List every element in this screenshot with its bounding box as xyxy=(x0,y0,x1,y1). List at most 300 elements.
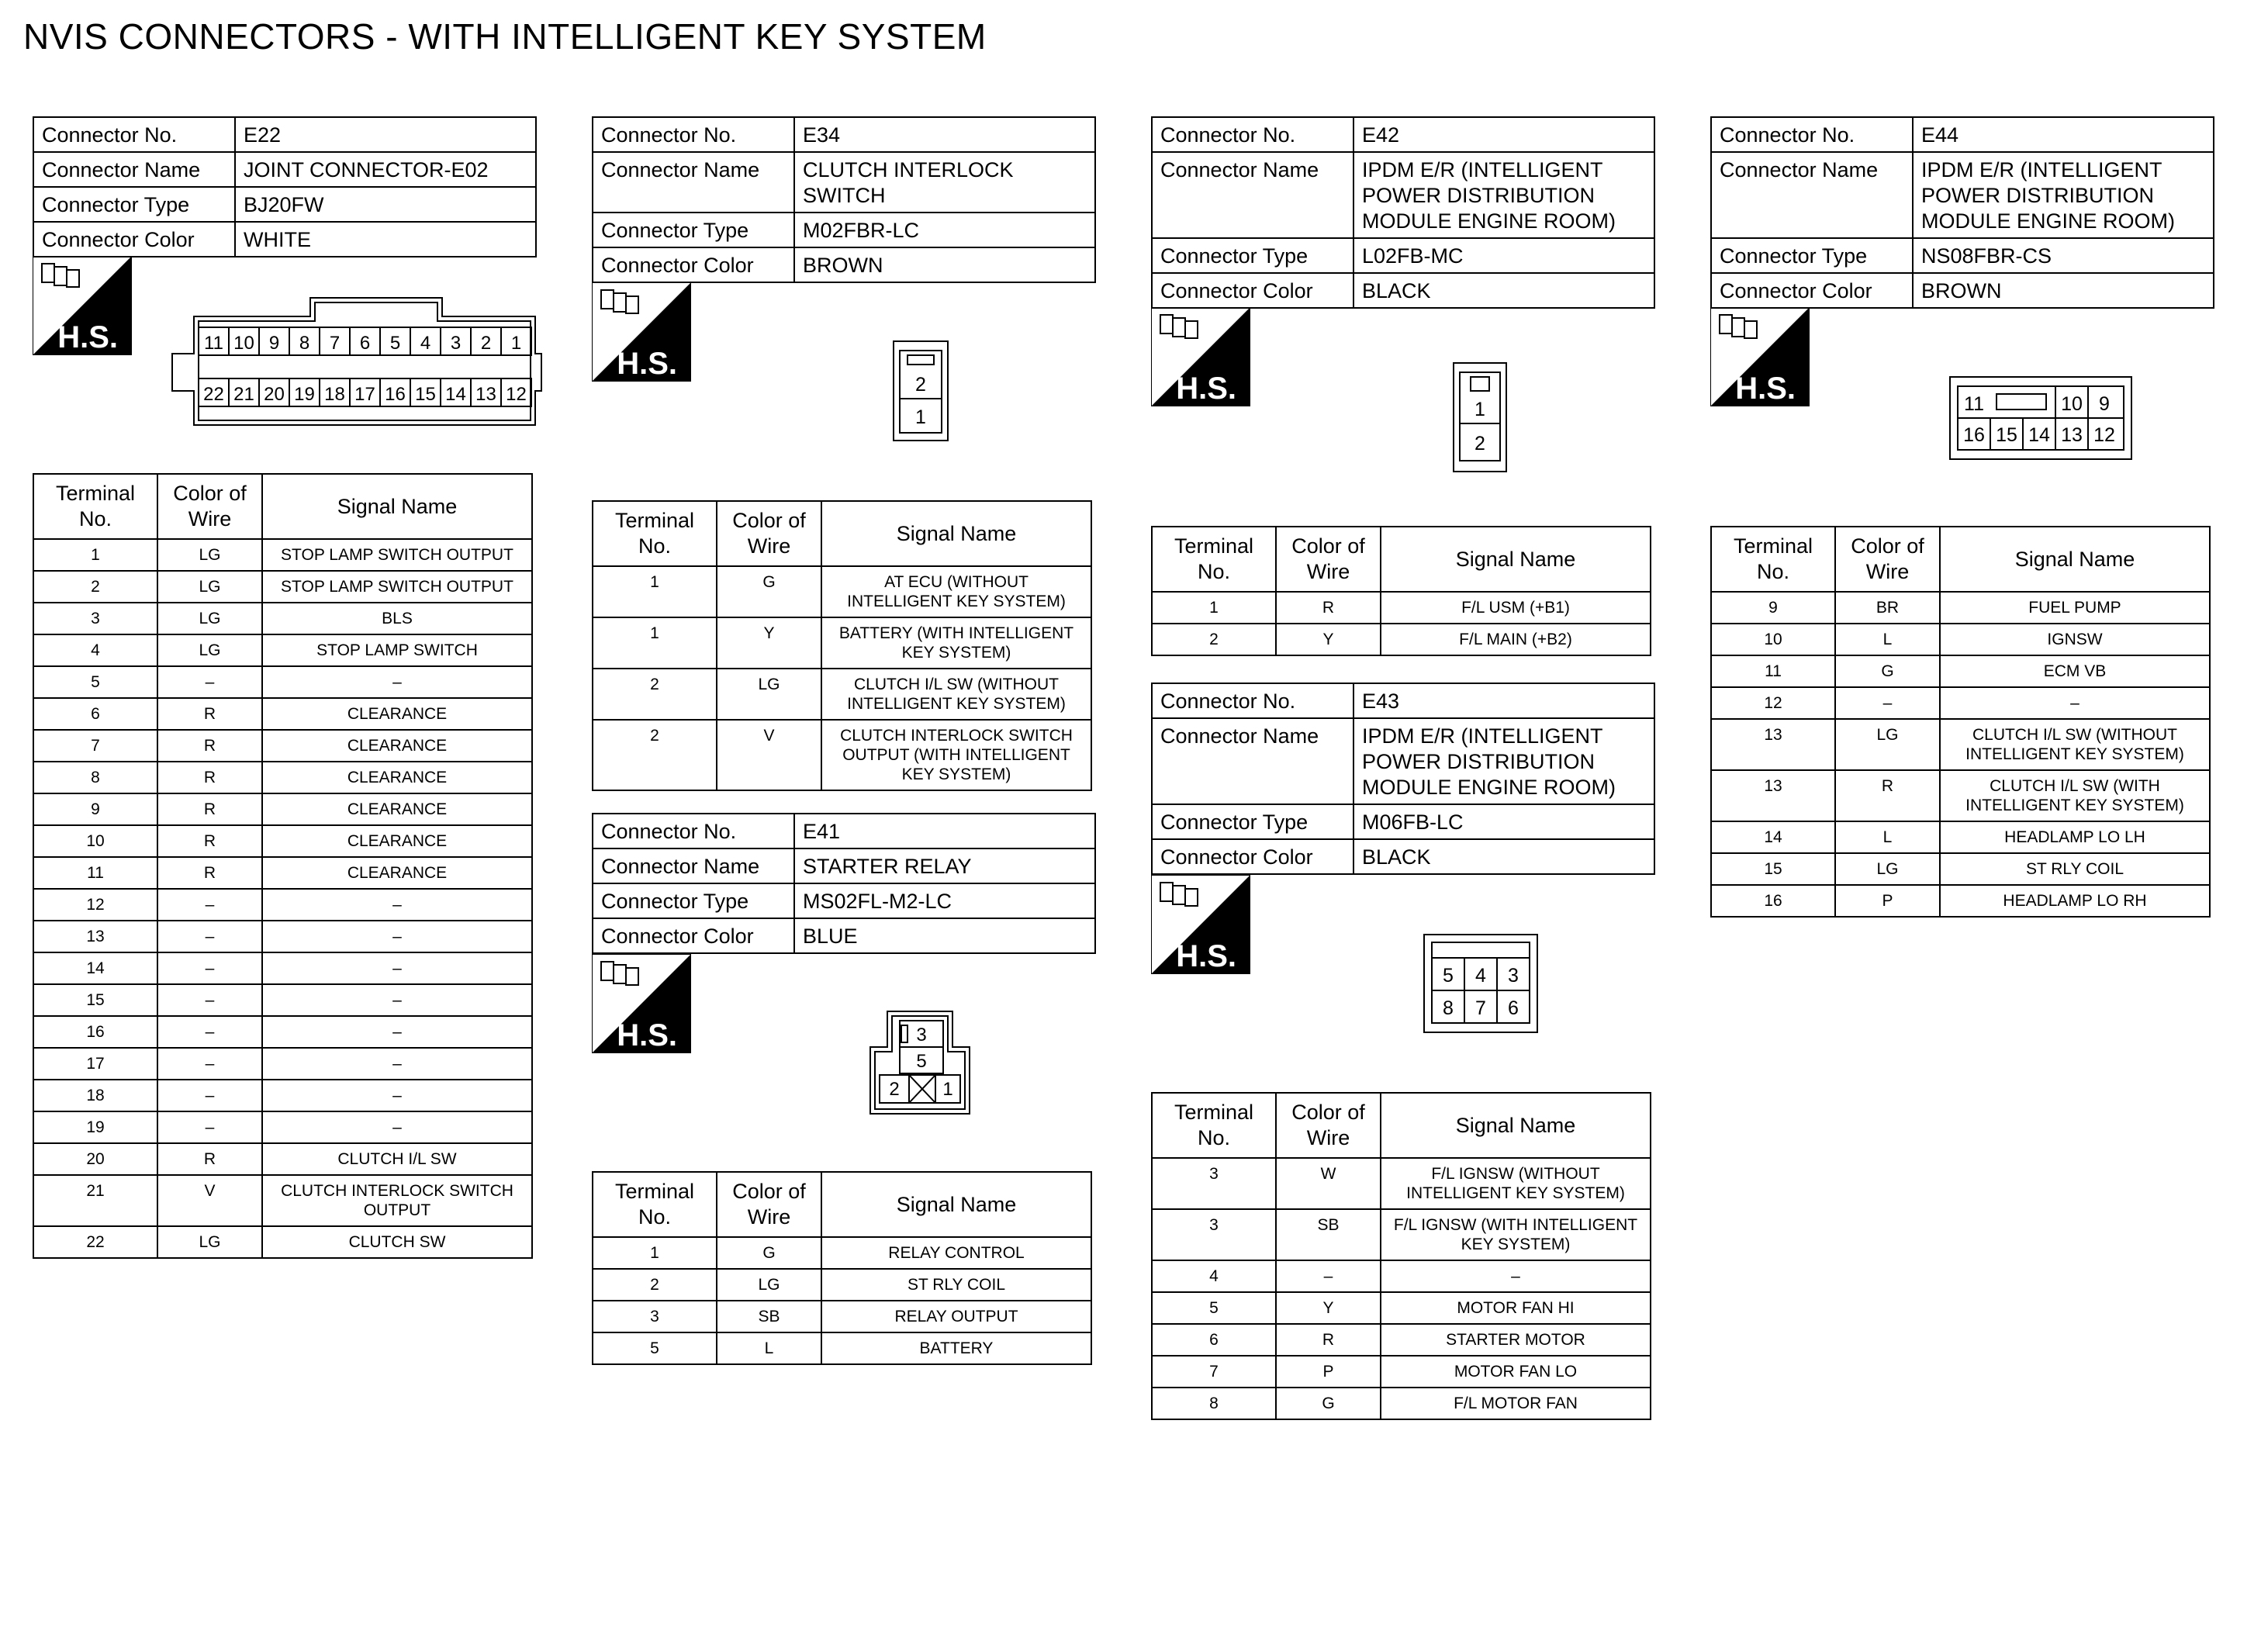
pin-label: 20 xyxy=(264,384,285,405)
signal-name-cell: MOTOR FAN LO xyxy=(1381,1356,1651,1388)
hs-label: H.S. xyxy=(617,1018,677,1052)
hs-icon xyxy=(1710,307,1810,406)
wire-color-cell: LG xyxy=(157,1226,262,1258)
page-title: NVIS CONNECTORS - WITH INTELLIGENT KEY SYSTEM xyxy=(23,16,987,57)
signal-name-cell: CLEARANCE xyxy=(262,698,532,730)
signal-name-cell: – xyxy=(262,889,532,921)
label-connector-no: Connector No. xyxy=(593,814,794,848)
terminal-no-cell: 6 xyxy=(33,698,157,730)
table-row xyxy=(1711,655,2210,687)
connector-face-e41 xyxy=(867,1008,976,1117)
header-signal-name: Signal Name xyxy=(1940,527,2210,592)
label-connector-no: Connector No. xyxy=(33,117,235,152)
pin-label: 11 xyxy=(204,333,223,354)
pin-label: 19 xyxy=(294,384,315,405)
connector-face-e43 xyxy=(1423,933,1540,1035)
header-color-of-wire: Color of Wire xyxy=(157,474,262,539)
signal-name-cell: AT ECU (WITHOUT INTELLIGENT KEY SYSTEM) xyxy=(821,566,1091,617)
label-connector-color: Connector Color xyxy=(33,222,235,257)
signal-name-cell: ST RLY COIL xyxy=(1940,853,2210,885)
terminal-no-cell: 15 xyxy=(33,984,157,1016)
header-color-of-wire: Color of Wire xyxy=(717,1172,821,1237)
wire-color-cell: – xyxy=(157,1111,262,1143)
table-row xyxy=(1711,719,2210,770)
label-connector-type: Connector Type xyxy=(1152,238,1353,273)
header-terminal-no: Terminal No. xyxy=(33,474,157,539)
wire-color-cell: G xyxy=(717,1237,821,1269)
connector-face-e34 xyxy=(892,340,951,444)
label-connector-type: Connector Type xyxy=(1152,804,1353,839)
signal-name-cell: STOP LAMP SWITCH xyxy=(262,634,532,666)
wire-color-cell: G xyxy=(1276,1388,1381,1419)
pin-label: 1 xyxy=(510,333,522,354)
header-signal-name: Signal Name xyxy=(1381,527,1651,592)
connector-no-value: E34 xyxy=(794,117,1095,152)
table-row xyxy=(1152,1324,1651,1356)
connector-name-value: STARTER RELAY xyxy=(794,848,1095,883)
table-row xyxy=(33,634,532,666)
terminal-no-cell: 14 xyxy=(33,952,157,984)
table-row xyxy=(33,1143,532,1175)
wire-color-cell: R xyxy=(157,1143,262,1175)
header-signal-name: Signal Name xyxy=(821,1172,1091,1237)
signal-name-cell: IGNSW xyxy=(1940,624,2210,655)
label-connector-no: Connector No. xyxy=(1711,117,1913,152)
connector-type-value: MS02FL-M2-LC xyxy=(794,883,1095,918)
connector-name-value: JOINT CONNECTOR-E02 xyxy=(235,152,536,187)
terminal-no-cell: 1 xyxy=(1152,592,1276,624)
header-terminal-no: Terminal No. xyxy=(1711,527,1835,592)
wire-table-e42 xyxy=(1151,526,1651,656)
pin-label: 8 xyxy=(299,333,310,354)
wire-color-cell: – xyxy=(157,984,262,1016)
wire-color-cell: R xyxy=(157,698,262,730)
label-connector-no: Connector No. xyxy=(1152,683,1353,718)
connector-face-e22 xyxy=(171,295,558,434)
connector-info-e22 xyxy=(33,116,537,257)
hs-label: H.S. xyxy=(1735,372,1796,406)
terminal-no-cell: 3 xyxy=(593,1301,717,1332)
table-row xyxy=(33,1048,532,1080)
wire-color-cell: R xyxy=(1276,1324,1381,1356)
label-connector-type: Connector Type xyxy=(1711,238,1913,273)
wire-color-cell: Y xyxy=(717,617,821,669)
table-row xyxy=(1152,1356,1651,1388)
table-row xyxy=(1711,821,2210,853)
pin-label: 3 xyxy=(916,1025,927,1045)
table-row xyxy=(1152,1292,1651,1324)
connector-color-value: WHITE xyxy=(235,222,536,257)
table-row xyxy=(1152,1388,1651,1419)
terminal-no-cell: 1 xyxy=(593,1237,717,1269)
connector-no-value: E41 xyxy=(794,814,1095,848)
wire-color-cell: LG xyxy=(1835,853,1940,885)
wire-color-cell: G xyxy=(1835,655,1940,687)
terminal-no-cell: 2 xyxy=(593,669,717,720)
signal-name-cell: CLUTCH I/L SW (WITHOUT INTELLIGENT KEY SYSTEM) xyxy=(821,669,1091,720)
pin-label: 12 xyxy=(506,384,527,405)
table-row xyxy=(593,720,1091,790)
label-connector-name: Connector Name xyxy=(33,152,235,187)
signal-name-cell: – xyxy=(262,1080,532,1111)
pin-label: 18 xyxy=(324,384,345,405)
wire-color-cell: V xyxy=(717,720,821,790)
wire-color-cell: R xyxy=(157,793,262,825)
connector-name-value: IPDM E/R (INTELLIGENT POWER DISTRIBUTION MODULE ENGINE ROOM) xyxy=(1353,718,1654,804)
wire-color-cell: Y xyxy=(1276,624,1381,655)
header-color-of-wire: Color of Wire xyxy=(1835,527,1940,592)
wire-color-cell: LG xyxy=(157,571,262,603)
connector-color-value: BROWN xyxy=(1913,273,2214,308)
connector-type-value: M02FBR-LC xyxy=(794,213,1095,247)
wire-color-cell: SB xyxy=(1276,1209,1381,1260)
terminal-no-cell: 12 xyxy=(1711,687,1835,719)
table-row xyxy=(33,793,532,825)
header-signal-name: Signal Name xyxy=(821,501,1091,566)
pin-label: 12 xyxy=(2093,424,2115,446)
label-connector-no: Connector No. xyxy=(1152,117,1353,152)
table-row xyxy=(1711,592,2210,624)
terminal-no-cell: 4 xyxy=(33,634,157,666)
pin-label: 2 xyxy=(1474,433,1485,454)
table-row xyxy=(593,1301,1091,1332)
terminal-no-cell: 2 xyxy=(593,720,717,790)
connector-no-value: E43 xyxy=(1353,683,1654,718)
table-row xyxy=(33,1226,532,1258)
terminal-no-cell: 14 xyxy=(1711,821,1835,853)
connector-face-e42 xyxy=(1452,361,1511,475)
pin-label: 10 xyxy=(233,333,254,354)
label-connector-color: Connector Color xyxy=(1152,839,1353,874)
terminal-no-cell: 10 xyxy=(33,825,157,857)
signal-name-cell: F/L MOTOR FAN xyxy=(1381,1388,1651,1419)
wire-color-cell: L xyxy=(717,1332,821,1364)
wire-color-cell: W xyxy=(1276,1158,1381,1209)
terminal-no-cell: 5 xyxy=(593,1332,717,1364)
wire-color-cell: V xyxy=(157,1175,262,1226)
signal-name-cell: BATTERY (WITH INTELLIGENT KEY SYSTEM) xyxy=(821,617,1091,669)
terminal-no-cell: 1 xyxy=(33,539,157,571)
signal-name-cell: – xyxy=(262,666,532,698)
signal-name-cell: CLUTCH I/L SW (WITHOUT INTELLIGENT KEY SYSTEM) xyxy=(1940,719,2210,770)
pin-label: 5 xyxy=(389,333,401,354)
pin-label: 17 xyxy=(354,384,375,405)
signal-name-cell: MOTOR FAN HI xyxy=(1381,1292,1651,1324)
signal-name-cell: STOP LAMP SWITCH OUTPUT xyxy=(262,539,532,571)
terminal-no-cell: 16 xyxy=(33,1016,157,1048)
connector-type-value: L02FB-MC xyxy=(1353,238,1654,273)
hs-icon xyxy=(1151,875,1250,974)
hs-label: H.S. xyxy=(617,347,677,381)
hs-label: H.S. xyxy=(1176,372,1236,406)
table-row xyxy=(593,566,1091,617)
pin-label: 16 xyxy=(385,384,406,405)
pin-label: 14 xyxy=(445,384,466,405)
signal-name-cell: CLUTCH I/L SW (WITH INTELLIGENT KEY SYSTEM) xyxy=(1940,770,2210,821)
pin-label: 5 xyxy=(1443,965,1454,987)
terminal-no-cell: 10 xyxy=(1711,624,1835,655)
terminal-no-cell: 13 xyxy=(33,921,157,952)
table-row xyxy=(593,1237,1091,1269)
label-connector-color: Connector Color xyxy=(1711,273,1913,308)
label-connector-color: Connector Color xyxy=(1152,273,1353,308)
signal-name-cell: CLEARANCE xyxy=(262,825,532,857)
signal-name-cell: HEADLAMP LO RH xyxy=(1940,885,2210,917)
terminal-no-cell: 13 xyxy=(1711,719,1835,770)
signal-name-cell: BLS xyxy=(262,603,532,634)
terminal-no-cell: 12 xyxy=(33,889,157,921)
signal-name-cell: RELAY CONTROL xyxy=(821,1237,1091,1269)
terminal-no-cell: 5 xyxy=(33,666,157,698)
pin-label: 13 xyxy=(2061,424,2083,446)
wire-table-e44 xyxy=(1710,526,2211,918)
signal-name-cell: BATTERY xyxy=(821,1332,1091,1364)
signal-name-cell: HEADLAMP LO LH xyxy=(1940,821,2210,853)
label-connector-name: Connector Name xyxy=(1152,718,1353,804)
wire-color-cell: R xyxy=(157,730,262,762)
connector-info-e43 xyxy=(1151,683,1655,875)
connector-type-value: NS08FBR-CS xyxy=(1913,238,2214,273)
table-row xyxy=(33,1080,532,1111)
table-row xyxy=(33,603,532,634)
connector-name-value: CLUTCH INTERLOCK SWITCH xyxy=(794,152,1095,213)
label-connector-color: Connector Color xyxy=(593,918,794,953)
wire-color-cell: – xyxy=(157,666,262,698)
wire-color-cell: – xyxy=(157,1016,262,1048)
table-row xyxy=(1711,687,2210,719)
connector-type-value: BJ20FW xyxy=(235,187,536,222)
pin-label: 2 xyxy=(480,333,492,354)
terminal-no-cell: 21 xyxy=(33,1175,157,1226)
wire-color-cell: LG xyxy=(717,669,821,720)
header-color-of-wire: Color of Wire xyxy=(717,501,821,566)
pin-label: 1 xyxy=(915,406,926,428)
wire-color-cell: LG xyxy=(717,1269,821,1301)
table-row xyxy=(1152,592,1651,624)
table-row xyxy=(33,1175,532,1226)
table-row xyxy=(1152,1209,1651,1260)
terminal-no-cell: 4 xyxy=(1152,1260,1276,1292)
table-row xyxy=(33,539,532,571)
wire-color-cell: SB xyxy=(717,1301,821,1332)
wire-color-cell: – xyxy=(157,921,262,952)
wire-color-cell: – xyxy=(157,1080,262,1111)
wire-table-e43 xyxy=(1151,1092,1651,1420)
signal-name-cell: – xyxy=(262,921,532,952)
wire-color-cell: Y xyxy=(1276,1292,1381,1324)
wire-color-cell: G xyxy=(717,566,821,617)
terminal-no-cell: 20 xyxy=(33,1143,157,1175)
terminal-no-cell: 22 xyxy=(33,1226,157,1258)
wire-color-cell: R xyxy=(1276,592,1381,624)
wire-color-cell: LG xyxy=(157,539,262,571)
table-row xyxy=(33,762,532,793)
signal-name-cell: CLEARANCE xyxy=(262,762,532,793)
terminal-no-cell: 1 xyxy=(593,566,717,617)
connector-no-value: E42 xyxy=(1353,117,1654,152)
signal-name-cell: CLUTCH SW xyxy=(262,1226,532,1258)
connector-name-value: IPDM E/R (INTELLIGENT POWER DISTRIBUTION MODULE ENGINE ROOM) xyxy=(1353,152,1654,238)
table-row xyxy=(1711,770,2210,821)
terminal-no-cell: 7 xyxy=(33,730,157,762)
table-row xyxy=(33,889,532,921)
table-row xyxy=(33,1111,532,1143)
pin-label: 4 xyxy=(420,333,431,354)
pin-label: 3 xyxy=(1508,965,1519,987)
signal-name-cell: – xyxy=(1381,1260,1651,1292)
terminal-no-cell: 17 xyxy=(33,1048,157,1080)
signal-name-cell: CLEARANCE xyxy=(262,857,532,889)
terminal-no-cell: 3 xyxy=(33,603,157,634)
terminal-no-cell: 16 xyxy=(1711,885,1835,917)
signal-name-cell: STOP LAMP SWITCH OUTPUT xyxy=(262,571,532,603)
pin-label: 15 xyxy=(1996,424,2017,446)
wire-color-cell: LG xyxy=(157,634,262,666)
terminal-no-cell: 15 xyxy=(1711,853,1835,885)
connector-info-e34 xyxy=(592,116,1096,283)
signal-name-cell: CLUTCH INTERLOCK SWITCH OUTPUT xyxy=(262,1175,532,1226)
signal-name-cell: F/L MAIN (+B2) xyxy=(1381,624,1651,655)
pin-label: 2 xyxy=(915,374,926,396)
table-row xyxy=(33,984,532,1016)
label-connector-color: Connector Color xyxy=(593,247,794,282)
connector-info-e41 xyxy=(592,813,1096,954)
signal-name-cell: F/L USM (+B1) xyxy=(1381,592,1651,624)
wire-color-cell: – xyxy=(1276,1260,1381,1292)
header-terminal-no: Terminal No. xyxy=(1152,527,1276,592)
label-connector-type: Connector Type xyxy=(593,213,794,247)
terminal-no-cell: 9 xyxy=(1711,592,1835,624)
connector-info-e44 xyxy=(1710,116,2214,309)
label-connector-name: Connector Name xyxy=(1152,152,1353,238)
pin-label: 10 xyxy=(2061,393,2083,415)
connector-color-value: BROWN xyxy=(794,247,1095,282)
wire-table-e22 xyxy=(33,473,533,1259)
terminal-no-cell: 2 xyxy=(1152,624,1276,655)
pin-label: 21 xyxy=(233,384,254,405)
terminal-no-cell: 11 xyxy=(33,857,157,889)
header-color-of-wire: Color of Wire xyxy=(1276,527,1381,592)
pin-label: 1 xyxy=(1474,399,1485,420)
label-connector-type: Connector Type xyxy=(33,187,235,222)
terminal-no-cell: 8 xyxy=(33,762,157,793)
pin-label: 15 xyxy=(415,384,436,405)
table-row xyxy=(33,666,532,698)
signal-name-cell: CLUTCH INTERLOCK SWITCH OUTPUT (WITH INTELLIGENT KEY SYSTEM) xyxy=(821,720,1091,790)
connector-no-value: E44 xyxy=(1913,117,2214,152)
signal-name-cell: – xyxy=(1940,687,2210,719)
signal-name-cell: ECM VB xyxy=(1940,655,2210,687)
terminal-no-cell: 18 xyxy=(33,1080,157,1111)
signal-name-cell: RELAY OUTPUT xyxy=(821,1301,1091,1332)
connector-name-value: IPDM E/R (INTELLIGENT POWER DISTRIBUTION MODULE ENGINE ROOM) xyxy=(1913,152,2214,238)
connector-color-value: BLACK xyxy=(1353,839,1654,874)
terminal-no-cell: 11 xyxy=(1711,655,1835,687)
connector-info-e42 xyxy=(1151,116,1655,309)
wire-color-cell: P xyxy=(1835,885,1940,917)
table-row xyxy=(1152,624,1651,655)
hs-icon xyxy=(33,256,132,355)
table-row xyxy=(33,698,532,730)
pin-label: 6 xyxy=(359,333,371,354)
connector-type-value: M06FB-LC xyxy=(1353,804,1654,839)
signal-name-cell: STARTER MOTOR xyxy=(1381,1324,1651,1356)
wire-color-cell: – xyxy=(157,1048,262,1080)
connector-color-value: BLACK xyxy=(1353,273,1654,308)
table-row xyxy=(593,669,1091,720)
pin-label: 11 xyxy=(1964,393,1984,415)
label-connector-name: Connector Name xyxy=(593,848,794,883)
header-signal-name: Signal Name xyxy=(262,474,532,539)
terminal-no-cell: 5 xyxy=(1152,1292,1276,1324)
hs-icon xyxy=(1151,307,1250,406)
table-row xyxy=(33,921,532,952)
wire-color-cell: – xyxy=(157,952,262,984)
label-connector-type: Connector Type xyxy=(593,883,794,918)
pin-label: 13 xyxy=(475,384,496,405)
pin-label: 14 xyxy=(2028,424,2050,446)
pin-label: 9 xyxy=(268,333,280,354)
signal-name-cell: ST RLY COIL xyxy=(821,1269,1091,1301)
wire-color-cell: R xyxy=(157,762,262,793)
table-row xyxy=(33,730,532,762)
pin-label: 1 xyxy=(942,1079,953,1100)
pin-label: 9 xyxy=(2099,393,2110,415)
pin-label: 2 xyxy=(889,1079,900,1100)
table-row xyxy=(33,571,532,603)
signal-name-cell: – xyxy=(262,1048,532,1080)
terminal-no-cell: 19 xyxy=(33,1111,157,1143)
terminal-no-cell: 2 xyxy=(593,1269,717,1301)
signal-name-cell: CLUTCH I/L SW xyxy=(262,1143,532,1175)
header-terminal-no: Terminal No. xyxy=(593,1172,717,1237)
label-connector-name: Connector Name xyxy=(593,152,794,213)
signal-name-cell: – xyxy=(262,984,532,1016)
pin-label: 5 xyxy=(916,1051,927,1072)
wire-color-cell: LG xyxy=(157,603,262,634)
pin-label: 6 xyxy=(1508,997,1519,1019)
table-row xyxy=(593,1332,1091,1364)
table-row xyxy=(33,1016,532,1048)
pin-label: 7 xyxy=(1475,997,1486,1019)
pin-label: 22 xyxy=(203,384,224,405)
terminal-no-cell: 7 xyxy=(1152,1356,1276,1388)
wire-color-cell: BR xyxy=(1835,592,1940,624)
table-row xyxy=(1711,885,2210,917)
pin-label: 16 xyxy=(1963,424,1985,446)
pin-label: 8 xyxy=(1443,997,1454,1019)
wire-color-cell: L xyxy=(1835,624,1940,655)
table-row xyxy=(1152,1158,1651,1209)
wire-color-cell: P xyxy=(1276,1356,1381,1388)
wire-color-cell: R xyxy=(1835,770,1940,821)
hs-icon xyxy=(592,954,691,1053)
table-row xyxy=(593,1269,1091,1301)
terminal-no-cell: 3 xyxy=(1152,1158,1276,1209)
table-row xyxy=(33,825,532,857)
signal-name-cell: CLEARANCE xyxy=(262,793,532,825)
wire-color-cell: LG xyxy=(1835,719,1940,770)
wire-table-e41 xyxy=(592,1171,1092,1365)
terminal-no-cell: 3 xyxy=(1152,1209,1276,1260)
terminal-no-cell: 6 xyxy=(1152,1324,1276,1356)
wire-color-cell: – xyxy=(157,889,262,921)
terminal-no-cell: 8 xyxy=(1152,1388,1276,1419)
hs-label: H.S. xyxy=(57,320,118,354)
wire-color-cell: – xyxy=(1835,687,1940,719)
table-row xyxy=(1711,624,2210,655)
hs-label: H.S. xyxy=(1176,939,1236,973)
